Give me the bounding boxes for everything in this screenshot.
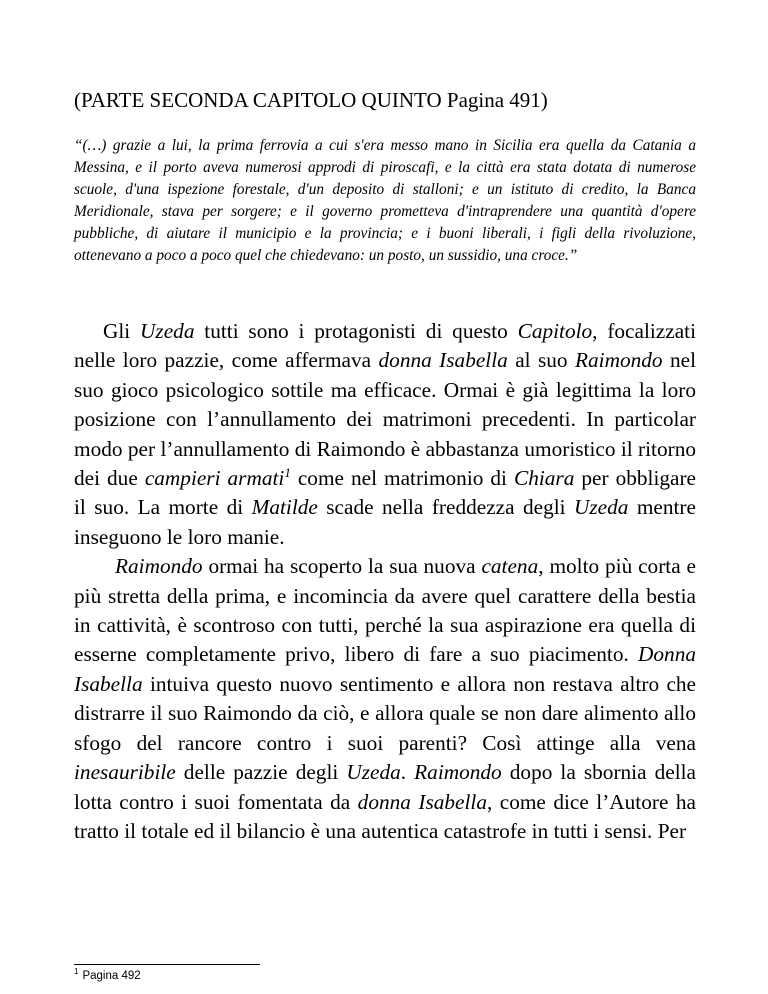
- text-span: , molto più corta e più stretta della prima, e incomincia da avere quel carattere della bestia in cattività, è scontroso con tutti, perché la sua aspirazione era quella di esserne completamente privo, libero di fare a suo piacimento.: [74, 554, 697, 667]
- body-text: [74, 317, 696, 846]
- text-span: come nel matrimonio di: [290, 466, 514, 491]
- text-span: tutti sono i protagonisti di questo: [194, 319, 518, 343]
- footnote-divider: [74, 964, 260, 965]
- italic-span: Uzeda: [574, 495, 629, 520]
- text-span: Gli: [103, 319, 141, 343]
- italic-span: Capitolo: [517, 319, 593, 343]
- footnote-reference: 1: [284, 464, 291, 480]
- text-span: al suo: [507, 348, 575, 373]
- text-span: , focalizzati nelle loro pazzie, come affermava: [74, 319, 696, 373]
- italic-span: inesauribile: [74, 760, 176, 785]
- italic-span: Uzeda: [346, 760, 401, 785]
- italic-span: catena: [481, 554, 539, 579]
- italic-span: Raimondo: [115, 554, 203, 579]
- chapter-heading: (PARTE SECONDA CAPITOLO QUINTO Pagina 491): [74, 88, 548, 112]
- text-span: per obbligare il suo. La morte di: [74, 466, 697, 520]
- italic-span: Uzeda: [140, 319, 195, 343]
- text-span: scade nella freddezza degli: [317, 495, 574, 520]
- italic-span: campieri armati: [144, 466, 285, 491]
- text-span: dopo la sbornia della lotta contro i suoi fomentata da: [74, 760, 696, 814]
- text-span: intuiva questo nuovo sentimento e allora non restava altro che distrarre il suo Raimondo da ciò, e allora quale se non dare alimento allo sfogo del rancore contro i suoi parenti? Così attinge alla vena: [74, 671, 696, 755]
- italic-span: Raimondo: [414, 760, 502, 785]
- footnote-text: Pagina 492: [82, 970, 141, 982]
- paragraph-1: [74, 317, 696, 552]
- text-span: , come dice l’Autore ha tratto il totale ed il bilancio è una autentica catastrofe in tutti i sensi. Per: [74, 789, 696, 843]
- italic-span: Matilde: [251, 495, 318, 520]
- italic-span: donna Isabella: [357, 789, 487, 814]
- text-span: ormai ha scoperto la sua nuova: [202, 554, 482, 579]
- italic-span: Chiara: [514, 466, 575, 491]
- italic-span: Donna Isabella: [74, 642, 696, 696]
- quote-block: “(…) grazie a lui, la prima ferrovia a cui s'era messo mano in Sicilia era quella da Catania a Messina, e il porto aveva numerosi approdi di piroscafi, e la città era stata dotata di numerose scuole, d'una ispezione forestale, d'un deposito di stalloni; e un istituto di credito, la Banca Meridionale, stava per sorgere; e il governo prometteva d'intraprendere una quantità d'opere pubbliche, di aiutare il municipio e la provincia; e i buoni liberali, i figli della rivoluzione, ottenevano a poco a poco quel che chiedevano: un posto, un sussidio, una croce.”: [74, 137, 696, 264]
- italic-span: Raimondo: [575, 348, 663, 373]
- text-span: mentre inseguono le loro manie.: [74, 495, 696, 549]
- text-span: .: [400, 760, 415, 785]
- footnote: [74, 968, 141, 984]
- text-span: delle pazzie degli: [175, 760, 347, 785]
- paragraph-2: [74, 552, 696, 846]
- text-span: nel suo gioco psicologico sottile ma efficace. Ormai è già legittima la loro posizione con l’annullamento dei matrimoni precedenti. In particolar modo per l’annullamento di Raimondo è abbastanza umoristico il ritorno dei due: [74, 348, 696, 491]
- italic-span: donna Isabella: [378, 348, 508, 373]
- footnote-number: 1: [74, 967, 79, 977]
